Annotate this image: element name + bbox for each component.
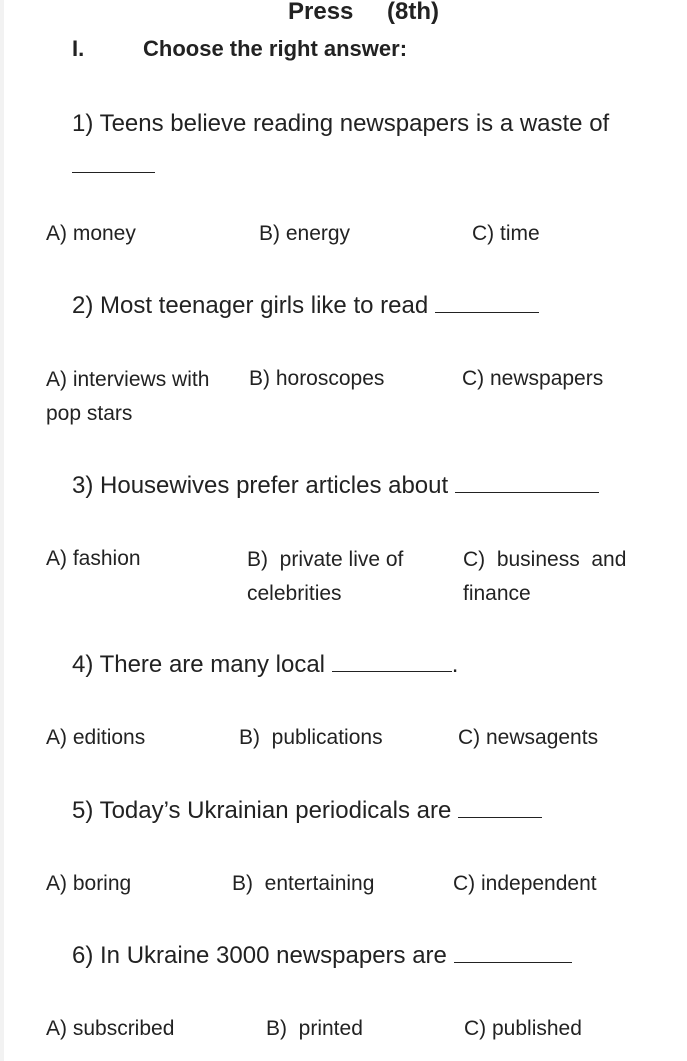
question-5-blank (458, 816, 542, 818)
q5-option-c: C) independent (453, 872, 597, 895)
q3-option-b: B) private live of celebrities (247, 548, 410, 605)
q6-option-c: C) published (464, 1017, 582, 1040)
question-5-text: 5) Today’s Ukrainian periodicals are (72, 797, 452, 824)
q4-option-a: A) editions (46, 726, 146, 749)
q6-option-a: A) subscribed (46, 1017, 175, 1040)
q2-option-c: C) newspapers (462, 367, 604, 390)
q1-option-a: A) money (46, 222, 136, 245)
title-grade: (8th) (387, 0, 439, 25)
question-2-text: 2) Most teenager girls like to read (72, 292, 429, 319)
q3-option-c: C) business and finance (463, 548, 633, 605)
page-left-edge (0, 0, 4, 1061)
question-3 (72, 472, 599, 500)
q3-option-a: A) fashion (46, 547, 141, 570)
question-3-text: 3) Housewives prefer articles about (72, 472, 449, 499)
question-4-suffix: . (451, 651, 459, 678)
q2-option-a: A) interviews with pop stars (46, 368, 210, 425)
q4-option-b: B) publications (239, 726, 383, 749)
section-number: I. (72, 36, 85, 61)
q1-option-c: C) time (472, 222, 540, 245)
q1-option-b: B) energy (259, 222, 351, 245)
title-word: Press (288, 0, 354, 25)
question-6 (72, 942, 572, 970)
question-6-text: 6) In Ukraine 3000 newspapers are (72, 942, 447, 969)
question-3-blank (455, 491, 599, 493)
question-4 (72, 651, 458, 679)
q5-option-b: B) entertaining (232, 872, 375, 895)
q5-option-a: A) boring (46, 872, 132, 895)
question-5 (72, 797, 542, 825)
question-1-text: 1) Teens believe reading newspapers is a waste of (72, 110, 610, 137)
question-6-blank (454, 961, 572, 963)
question-1-blank (72, 172, 155, 173)
question-4-blank (332, 670, 452, 672)
question-2 (72, 292, 539, 320)
question-2-blank (435, 311, 539, 313)
q2-option-b: B) horoscopes (249, 367, 385, 390)
q6-option-b: B) printed (266, 1017, 363, 1040)
q4-option-c: C) newsagents (458, 726, 599, 749)
question-4-text: 4) There are many local (72, 651, 326, 678)
instruction-heading: Choose the right answer: (143, 36, 408, 61)
